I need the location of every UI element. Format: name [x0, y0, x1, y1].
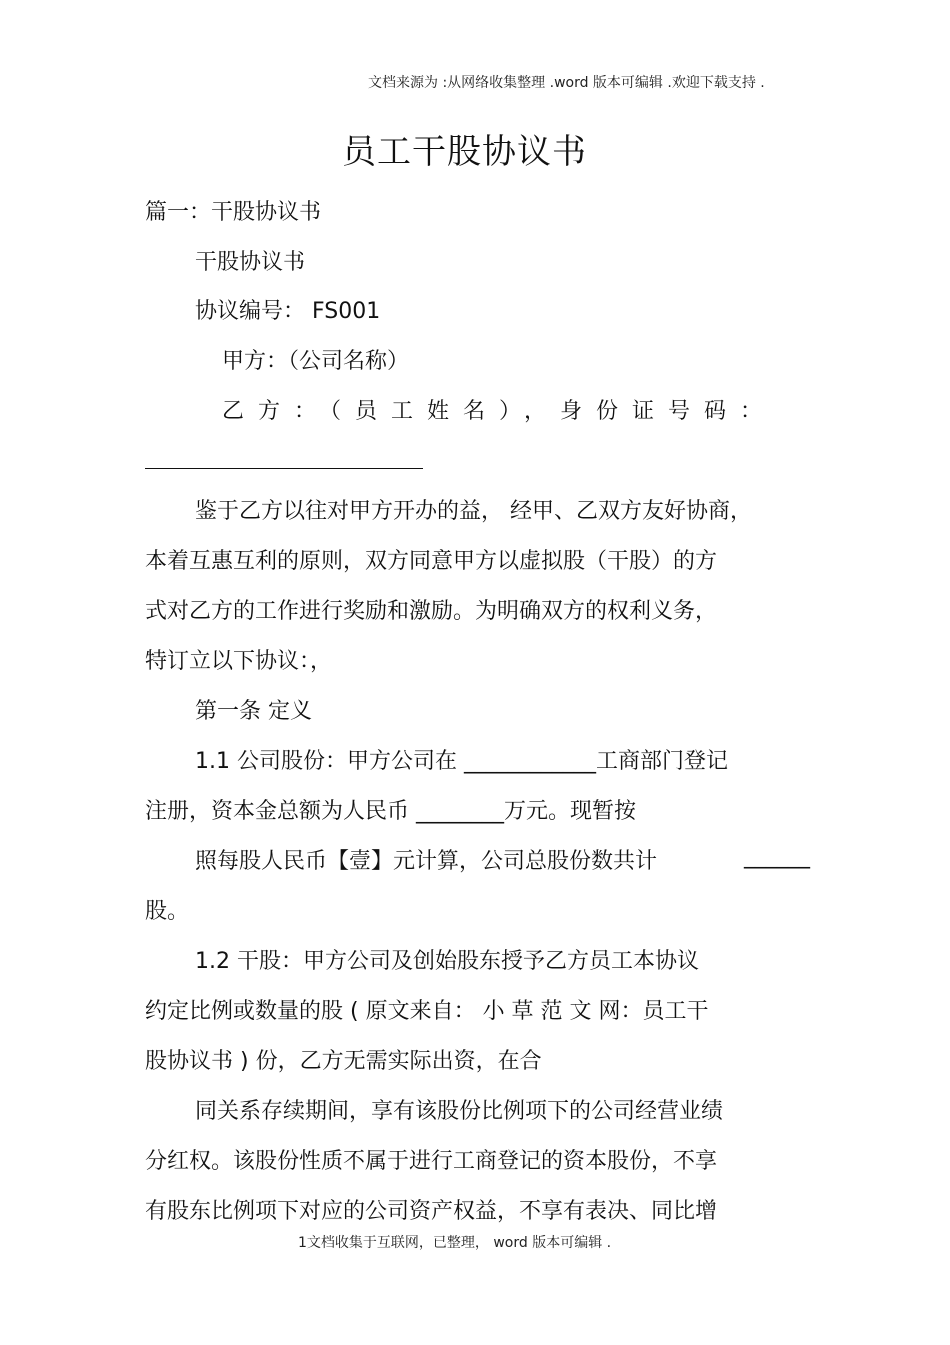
article-one-heading: 第一条 定义 [195, 699, 312, 724]
clause-1-2-line-2: 约定比例或数量的股 ( 原文来自： 小 草 范 文 网：员工干 [145, 999, 709, 1024]
agreement-subtitle: 干股协议书 [195, 250, 306, 275]
preamble-line-3: 式对乙方的工作进行奖励和激励。为明确双方的权利义务， [145, 599, 718, 624]
preamble-line-4: 特订立以下协议：， [145, 649, 333, 674]
id-number-blank-line [145, 468, 423, 469]
preamble-line-2: 本着互惠互利的原则，双方同意甲方以虚拟股（干股）的方 [145, 549, 718, 574]
clause-1-2-line-1: 1.2 干股：甲方公司及创始股东授予乙方员工本协议 [195, 949, 699, 974]
clause-1-1-line-3: 照每股人民币【壹】元计算，公司总股份数共计 [195, 849, 658, 874]
clause-1-2-line-6: 有股东比例项下对应的公司资产权益，不享有表决、同比增 [145, 1199, 718, 1224]
clause-1-2-line-3: 股协议书 ) 份，乙方无需实际出资，在合 [145, 1049, 542, 1074]
party-a: 甲方：（公司名称） [222, 349, 410, 374]
header-source-note: 文档来源为 :从网络收集整理 .word 版本可编辑 .欢迎下载支持 . [368, 75, 765, 91]
clause-1-1-line-1: 1.1 公司股份：甲方公司在 ____________工商部门登记 [195, 749, 728, 774]
clause-1-2-line-4: 同关系存续期间，享有该股份比例项下的公司经营业绩 [195, 1099, 724, 1124]
party-b: 乙方：（员工姓名），身份证号码： [222, 399, 777, 424]
clause-1-1-line-2: 注册，资本金总额为人民币 ________万元。现暂按 [145, 799, 636, 824]
agreement-number: 协议编号： FS001 [195, 299, 381, 324]
preamble-line-1: 鉴于乙方以往对甲方开办的益， 经甲、乙双方友好协商， [195, 499, 752, 524]
document-title: 员工干股协议书 [342, 132, 587, 172]
clause-1-1-line-4: 股。 [145, 899, 190, 924]
section-heading: 篇一：干股协议书 [145, 200, 322, 225]
share-count-blank: ______ [744, 844, 810, 869]
clause-1-2-line-5: 分红权。该股份性质不属于进行工商登记的资本股份，不享 [145, 1149, 718, 1174]
footer-note: 1文档收集于互联网，已整理， word 版本可编辑 . [298, 1235, 612, 1251]
